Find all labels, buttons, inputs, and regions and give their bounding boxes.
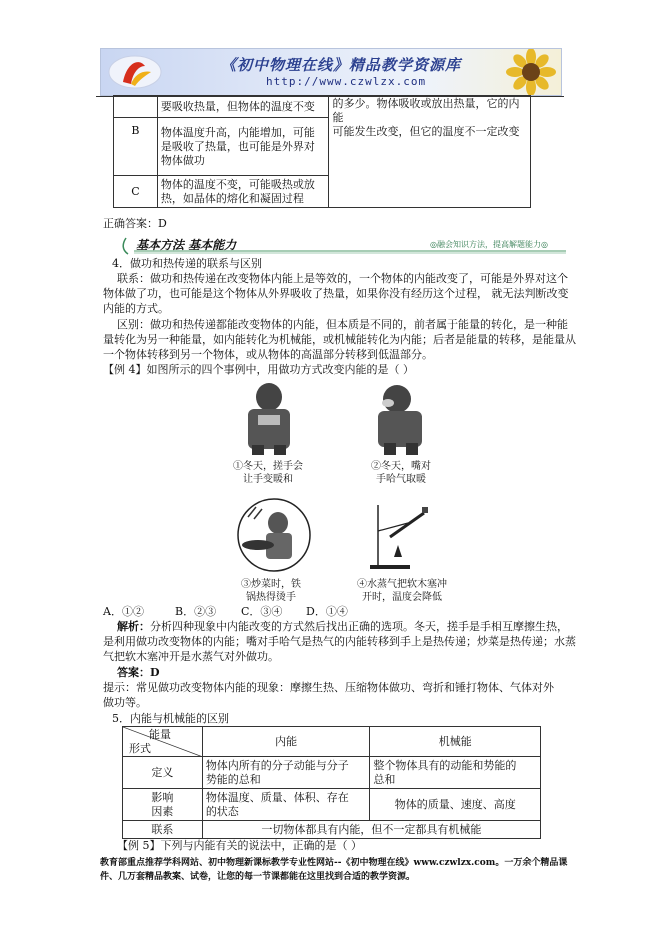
row-c-text: 物体的温度不变，可能吸热或放 热，如晶体的熔化和凝固过程: [157, 176, 329, 208]
column-mechanical-energy: 机械能: [370, 727, 541, 757]
option-a: A．①②: [103, 605, 144, 618]
site-banner: [100, 48, 562, 96]
hint-line-1: 提示：常见做功改变物体内能的现象：摩擦生热、压缩物体做功、弯折和锤打物体、气体对外: [103, 681, 554, 694]
analysis-line-1: 解析：分析四种现象中内能改变的方式然后找出正确的选项。冬天，搓手是手相互摩擦生热，: [117, 620, 568, 633]
option-c: C．③④: [241, 605, 283, 618]
column-internal-energy: 内能: [202, 727, 370, 757]
row-factors-label: 影响 因素: [123, 789, 203, 821]
definition-internal: 物体内所有的分子动能与分子 势能的总和: [202, 757, 370, 789]
definition-mechanical: 整个物体具有的动能和势能的 总和: [370, 757, 541, 789]
section-title: 基本方法 基本能力: [136, 238, 237, 252]
s4-line-6: 一个物体转移到另一个物体，或从物体的高温部分转移到低温部分。: [103, 348, 433, 361]
row-a-text: 要吸收热量，但物体的温度不变: [157, 96, 329, 118]
table-corner-cell: 能量 形式: [123, 727, 203, 757]
s4-line-2: 物体做了功，也可能是这个物体从外界吸收了热量，如果你没有经历这个过程， 就无法判断改变: [103, 287, 569, 300]
figure-4-caption: ④水蒸气把软木塞冲 开时，温度会降低: [357, 579, 447, 603]
figure-steam-cork: [364, 497, 440, 573]
answer-4: 答案：D: [117, 666, 160, 679]
logo-icon: [105, 52, 165, 92]
figure-frying-pan: [234, 497, 314, 573]
section-bar: [120, 236, 568, 256]
section-note: ◎融会知识方法，提高解题能力◎: [430, 240, 548, 249]
banner-url[interactable]: http://www.czwlzx.com: [266, 75, 427, 88]
row-c-label: C: [114, 176, 158, 208]
row-b-label: B: [114, 118, 158, 176]
option-b: B．②③: [175, 605, 217, 618]
row-b-text: 物体温度升高，内能增加，可能 是吸收了热量，也可能是外界对 物体做功: [157, 118, 329, 176]
example-5-question: 【例 5】下列与内能有关的说法中，正确的是（ ）: [117, 839, 362, 852]
page-footer: 教育部重点推荐学科网站、初中物理新课标教学专业性网站--《初中物理在线》www.czwlzx.com。一万余个精品课 件、几万套精品教案、试卷，让您的每一节课都能在这里找到合适的教学资源。: [100, 858, 568, 882]
row-relation-label: 联系: [123, 821, 203, 839]
s4-line-1: 联系：做功和热传递在改变物体内能上是等效的，一个物体的内能改变了，可能是外界对这个: [117, 272, 568, 285]
answer-1: 正确答案：D: [103, 217, 167, 230]
row-definition-label: 定义: [123, 757, 203, 789]
internal-vs-mechanical-table: [122, 726, 541, 839]
banner-title: 《初中物理在线》精品教学资源库: [221, 56, 462, 74]
right-explanation: 的多少。物体吸收或放出热量，它的内能 可能发生改变，但它的温度不一定改变: [329, 96, 531, 208]
figure-blowing-hands: [364, 379, 438, 455]
factors-internal: 物体温度、质量、体积、存在 的状态: [202, 789, 370, 821]
relation-text: 一切物体都具有内能，但不一定都具有机械能: [202, 821, 540, 839]
analysis-line-2: 是利用做功改变物体的内能；嘴对手哈气是热气的内能转移到手上是热传递；炒菜是热传递；水蒸: [103, 635, 576, 648]
figure-2-caption: ②冬天，嘴对 手哈气取暖: [371, 461, 431, 485]
option-d: D．①④: [306, 605, 348, 618]
sunflower-icon: [501, 49, 561, 95]
figure-rubbing-hands: [232, 379, 306, 455]
analysis-line-3: 气把软木塞冲开是水蒸气对外做功。: [103, 650, 279, 663]
figure-1-caption: ①冬天，搓手会 让手变暖和: [233, 461, 303, 485]
section-4-heading: 4．做功和热传递的联系与区别: [112, 257, 262, 270]
hint-line-2: 做功等。: [103, 696, 147, 709]
s4-line-5: 量转化为另一种能量，如内能转化为机械能，或机械能转化为内能；后者是能量的转移，是能量从: [103, 333, 576, 346]
s4-line-3: 内能的方式。: [103, 302, 169, 315]
factors-mechanical: 物体的质量、速度、高度: [370, 789, 541, 821]
section-5-heading: 5．内能与机械能的区别: [112, 712, 229, 725]
example-4-question: 【例 4】如图所示的四个事例中，用做功方式改变内能的是（ ）: [103, 363, 414, 376]
comparison-table-continued: [113, 95, 531, 208]
figure-3-caption: ③炒菜时，铁 锅热得烫手: [241, 579, 301, 603]
s4-line-4: 区别：做功和热传递都能改变物体的内能，但本质是不同的，前者属于能量的转化，是一种能: [117, 318, 568, 331]
